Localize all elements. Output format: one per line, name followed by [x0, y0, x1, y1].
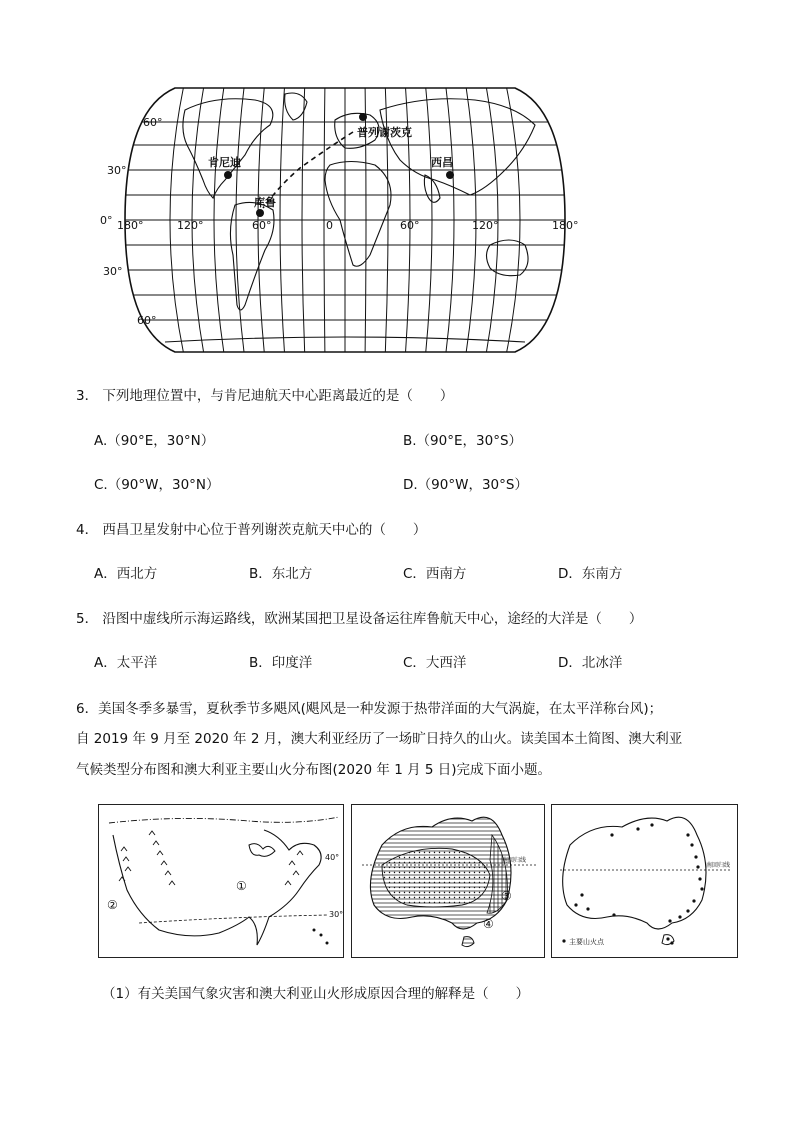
aus-fire-tropic: 南回归线 — [706, 862, 731, 869]
place-plesetsk: 普列谢茨克 — [357, 126, 412, 139]
australia-fire-map — [552, 805, 737, 957]
q3-option-b[interactable]: B.（90°E，30°S） — [403, 433, 523, 449]
world-map — [95, 80, 595, 360]
lat-label-0: 0° — [100, 214, 113, 227]
q3-option-d[interactable]: D.（90°W，30°S） — [403, 477, 528, 493]
q5-option-a[interactable]: A．太平洋 — [94, 655, 158, 671]
lon-label-120e: 120° — [472, 219, 499, 232]
q5-option-c[interactable]: C．大西洋 — [403, 655, 467, 671]
marker-kourou — [256, 209, 264, 217]
place-xichang: 西昌 — [431, 156, 453, 169]
q4-option-c[interactable]: C．西南方 — [403, 566, 467, 582]
aus-climate-label-4: ④ — [483, 917, 494, 931]
question-3: 3． 下列地理位置中，与肯尼迪航天中心距离最近的是（ ） — [76, 388, 454, 404]
place-kourou: 库鲁 — [254, 196, 276, 209]
lat-label-30n: 30° — [107, 164, 127, 177]
aus-fire-legend: 主要山火点 — [569, 938, 604, 946]
q4-option-a[interactable]: A．西北方 — [94, 566, 158, 582]
q5-option-b[interactable]: B．印度洋 — [249, 655, 313, 671]
marker-plesetsk — [359, 113, 367, 121]
place-kennedy: 肯尼迪 — [208, 156, 241, 169]
q3-option-a[interactable]: A.（90°E，30°N） — [94, 433, 215, 449]
marker-xichang — [446, 171, 454, 179]
aus-climate-tropic: 南回归线 — [502, 857, 527, 864]
q4-option-b[interactable]: B．东北方 — [249, 566, 313, 582]
usa-label-1: ① — [236, 879, 247, 893]
usa-label-2: ② — [107, 898, 118, 912]
usa-lat-30: 30° — [329, 910, 343, 919]
q5-option-d[interactable]: D．北冰洋 — [558, 655, 623, 671]
lon-label-180e: 180° — [552, 219, 579, 232]
lon-label-0: 0 — [326, 219, 333, 232]
usa-lat-40: 40° — [325, 853, 340, 862]
q6-line-2: 自 2019 年 9 月至 2020 年 2 月，澳大利亚经历了一场旷日持久的山火。读美国本土简图、澳大利亚 — [76, 731, 683, 747]
marker-kennedy — [224, 171, 232, 179]
australia-climate-map — [352, 805, 544, 957]
q3-option-c[interactable]: C.（90°W，30°N） — [94, 477, 220, 493]
lon-label-180w: 180° — [117, 219, 144, 232]
question-5: 5． 沿图中虚线所示海运路线，欧洲某国把卫星设备运往库鲁航天中心，途经的大洋是（ ） — [76, 611, 643, 627]
lat-label-60s: 60° — [137, 314, 157, 327]
q6-line-3: 气候类型分布图和澳大利亚主要山火分布图(2020 年 1 月 5 日)完成下面小题。 — [76, 762, 552, 778]
question-4: 4． 西昌卫星发射中心位于普列谢茨克航天中心的（ ） — [76, 522, 427, 538]
australia-climate-panel — [351, 804, 545, 958]
lon-label-60w: 60° — [252, 219, 272, 232]
lon-label-60e: 60° — [400, 219, 420, 232]
aus-climate-label-3: ③ — [501, 889, 512, 903]
lon-label-120w: 120° — [177, 219, 204, 232]
q4-option-d[interactable]: D．东南方 — [558, 566, 623, 582]
q6-line-1: 6．美国冬季多暴雪，夏秋季节多飓风(飓风是一种发源于热带洋面的大气涡旋，在太平洋称台风)； — [76, 701, 663, 717]
lat-label-30s: 30° — [103, 265, 123, 278]
australia-fire-panel — [551, 804, 738, 958]
q6-sub-1: （1）有关美国气象灾害和澳大利亚山火形成原因合理的解释是（ ） — [102, 986, 530, 1002]
usa-map-panel — [98, 804, 344, 958]
lat-label-60n: 60° — [143, 116, 163, 129]
usa-map — [99, 805, 343, 957]
